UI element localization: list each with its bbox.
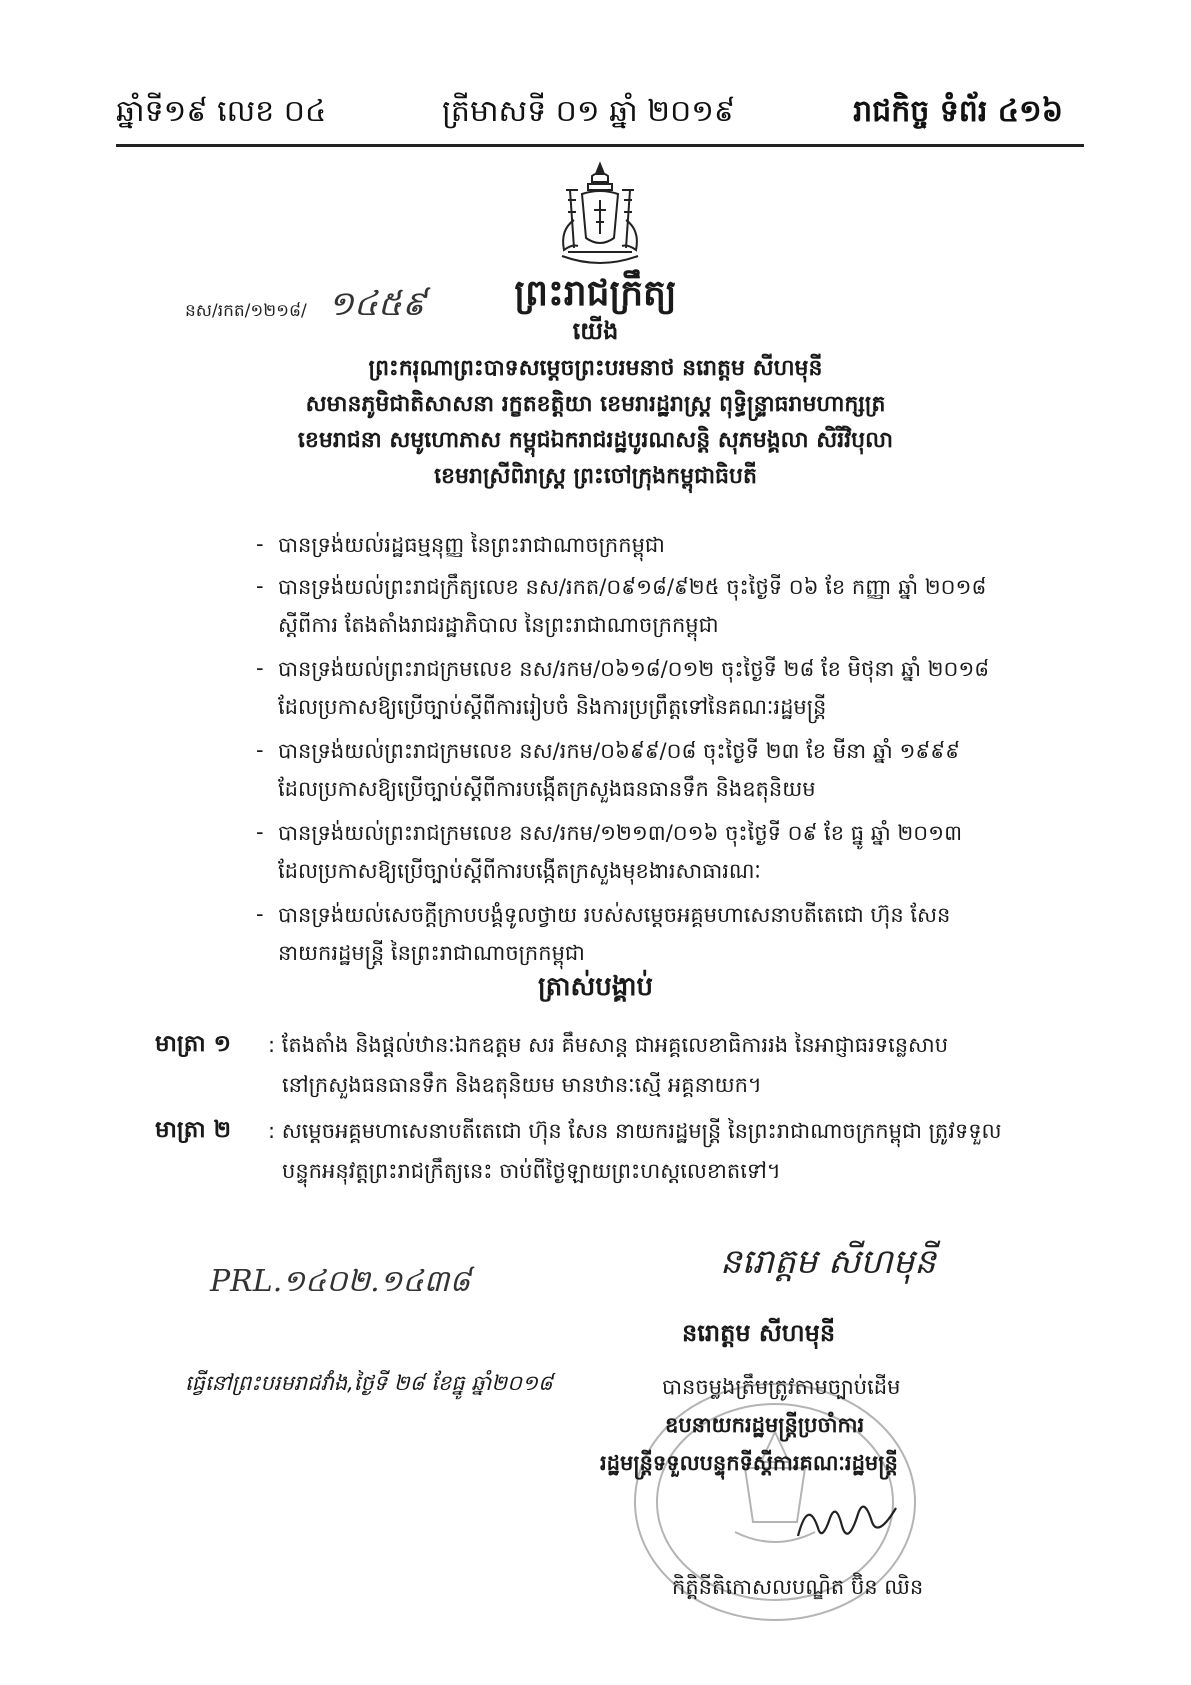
reference-handwritten-number: ១៤៥៩ xyxy=(328,284,426,324)
article-label: មាត្រា ១ xyxy=(155,1031,232,1057)
consideration-line: បានទ្រង់យល់ព្រះរាជក្រមលេខ នស/រកម/១២១៣/០១៦ ចុះថ្ងៃទី ០៩ ខែ ធ្នូ ឆ្នាំ ២០១៣ xyxy=(278,821,963,845)
list-dash: - xyxy=(256,820,264,844)
reference-number: នស/រកត/១២១៨/ xyxy=(185,301,307,321)
minister-name: កិត្តិនីតិកោសលបណ្ឌិត ប៊ិន ឈិន xyxy=(672,1575,924,1599)
royal-coat-of-arms-icon xyxy=(552,160,648,268)
header-page: រាជកិច្ច ទំព័រ ៤១៦ xyxy=(853,94,1063,129)
list-dash: - xyxy=(256,902,264,926)
signer-name: នរោត្តម សីហមុនី xyxy=(682,1319,836,1347)
document-title: ព្រះរាជក្រឹត្យ xyxy=(514,273,677,314)
header-quarter: ត្រីមាសទី ០១ ឆ្នាំ ២០១៩ xyxy=(442,94,736,129)
certified-copy-note: បានចម្លងត្រឹមត្រូវតាមច្បាប់ដើម xyxy=(662,1375,901,1399)
article-label: មាត្រា ២ xyxy=(155,1117,232,1143)
list-dash: - xyxy=(256,656,264,680)
place-and-date: ធ្វើនៅព្រះបរមរាជវាំង,ថ្ងៃទី ២៨ ខែធ្នូ ឆ្នាំ២០១៨ xyxy=(185,1371,553,1395)
minister-signature-icon xyxy=(792,1488,902,1552)
list-dash: - xyxy=(256,574,264,598)
header-issue: ឆ្នាំទី១៩ លេខ ០៤ xyxy=(116,94,327,129)
countersign-title: ឧបនាយករដ្ឋមន្ត្រីប្រចាំការ xyxy=(665,1413,865,1437)
royal-title-line: ព្រះករុណាព្រះបាទសម្តេចព្រះបរមនាថ នរោត្តម សីហមុនី xyxy=(368,356,823,381)
consideration-line: នាយករដ្ឋមន្ត្រី នៃព្រះរាជាណាចក្រកម្ពុជា xyxy=(278,941,585,965)
consideration-line: បានទ្រង់យល់រដ្ឋធម្មនុញ្ញ នៃព្រះរាជាណាចក្រកម្ពុជា xyxy=(278,533,665,557)
consideration-line: បានទ្រង់យល់ព្រះរាជក្រមលេខ នស/រកម/០៦១៨/០១២ ចុះថ្ងៃទី ២៨ ខែ មិថុនា ឆ្នាំ ២០១៨ xyxy=(278,657,990,681)
article-line: នៅក្រសួងធនធានទឹក និងឧតុនិយម មានឋានៈស្មើ អគ្គនាយក។ xyxy=(282,1073,762,1097)
consideration-line: បានទ្រង់យល់ព្រះរាជក្រឹត្យលេខ នស/រកត/០៩១៨/៩២៥ ចុះថ្ងៃទី ០៦ ខែ កញ្ញា ឆ្នាំ ២០១៨ xyxy=(278,575,987,599)
handwritten-date: PRL.១៤០២.១៤៣៨ xyxy=(210,1264,471,1299)
royal-we: យើង xyxy=(572,317,619,345)
header-rule xyxy=(116,144,1084,147)
article-line: : សម្តេចអគ្គមហាសេនាបតីតេជោ ហ៊ុន សែន នាយករដ្ឋមន្ត្រី នៃព្រះរាជាណាចក្រកម្ពុជា ត្រូវទទួល xyxy=(268,1119,1002,1143)
royal-title-line: ខេមរាជនា សមូហោភាស កម្ពុជឯករាជរដ្ឋបូរណសន្តិ សុភមង្គលា សិរីវិបុលា xyxy=(297,428,894,453)
article-line: : តែងតាំង និងផ្តល់ឋានៈឯកឧត្តម សរ គឹមសាន្ត ជាអគ្គលេខាធិការរង នៃអាជ្ញាធរទន្លេសាប xyxy=(268,1033,949,1057)
countersign-title: រដ្ឋមន្ត្រីទទួលបន្ទុកទីស្តីការគណៈរដ្ឋមន្ត្រី xyxy=(600,1451,898,1475)
consideration-line: ដែលប្រកាសឱ្យប្រើច្បាប់ស្តីពីការបង្កើតក្រសួងមុខងារសាធារណៈ xyxy=(278,859,761,883)
list-dash: - xyxy=(256,532,264,556)
royal-signature: នរោត្តម សីហមុនី xyxy=(720,1242,936,1282)
consideration-line: ស្តីពីការ តែងតាំងរាជរដ្ឋាភិបាល នៃព្រះរាជាណាចក្រកម្ពុជា xyxy=(278,613,719,637)
consideration-line: ដែលប្រកាសឱ្យប្រើច្បាប់ស្តីពីការរៀបចំ និងការប្រព្រឹត្តទៅនៃគណៈរដ្ឋមន្ត្រី xyxy=(278,695,827,719)
list-dash: - xyxy=(256,738,264,762)
consideration-line: បានទ្រង់យល់ព្រះរាជក្រមលេខ នស/រកម/០៦៩៩/០៨ ចុះថ្ងៃទី ២៣ ខែ មីនា ឆ្នាំ ១៩៩៩ xyxy=(278,739,960,763)
consideration-line: បានទ្រង់យល់សេចក្តីក្រាបបង្គំទូលថ្វាយ របស់សម្តេចអគ្គមហាសេនាបតីតេជោ ហ៊ុន សែន xyxy=(278,903,951,927)
royal-title-line: សមានភូមិជាតិសាសនា រក្ខតខត្តិយា ខេមរារដ្ឋរាស្ត្រ ពុទ្ធិន្ទ្រាធរាមហាក្សត្រ xyxy=(305,392,886,417)
article-line: បន្ទុកអនុវត្តព្រះរាជក្រឹត្យនេះ ចាប់ពីថ្ងៃឡាយព្រះហស្តលេខាតទៅ។ xyxy=(282,1159,781,1183)
royal-title-line: ខេមរាស្រីពិរាស្ត្រ ព្រះចៅក្រុងកម្ពុជាធិបតី xyxy=(434,464,757,489)
decree-heading: ត្រាស់បង្គាប់ xyxy=(537,972,654,1002)
consideration-line: ដែលប្រកាសឱ្យប្រើច្បាប់ស្តីពីការបង្កើតក្រសួងធនធានទឹក និងឧតុនិយម xyxy=(278,777,816,801)
